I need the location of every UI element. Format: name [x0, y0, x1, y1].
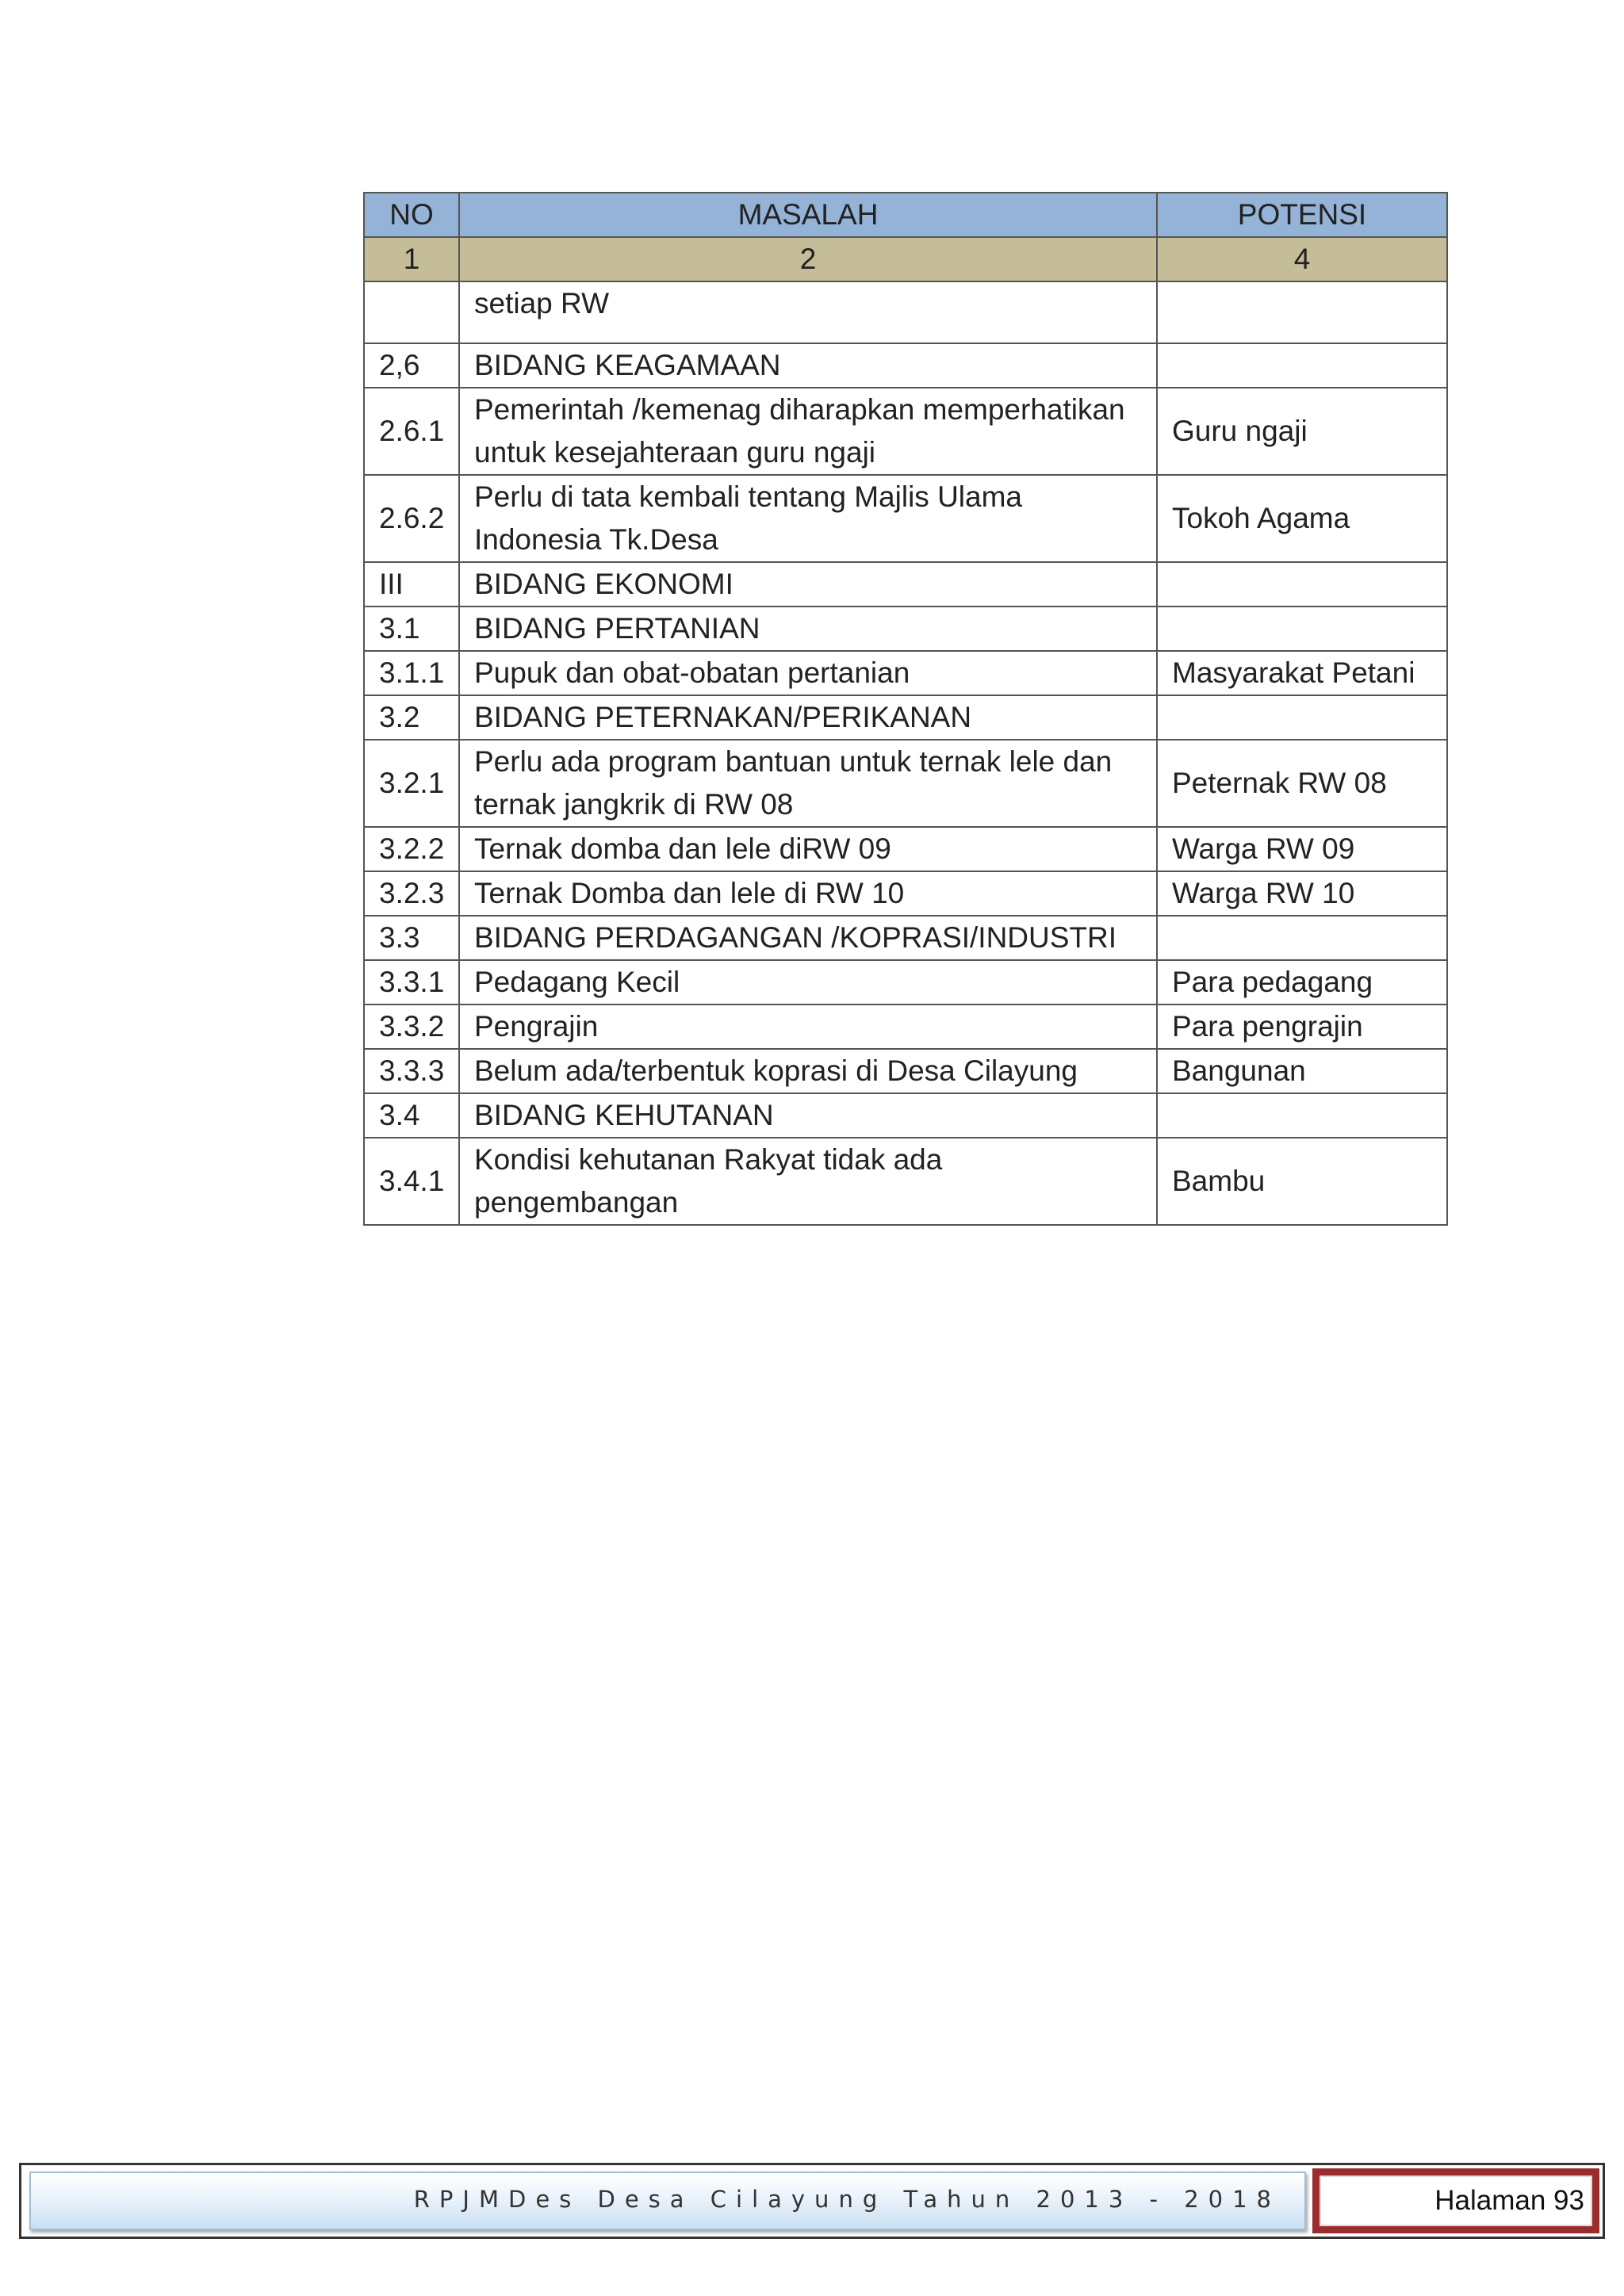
table-row [364, 651, 1447, 695]
table-row [364, 1049, 1447, 1093]
row-masalah: BIDANG EKONOMI [459, 562, 1157, 607]
row-no: 3.4 [364, 1093, 459, 1138]
row-potensi: Warga RW 10 [1157, 871, 1447, 916]
row-potensi: Bangunan [1157, 1049, 1447, 1093]
column-number-row [364, 237, 1447, 281]
row-masalah: Ternak domba dan lele diRW 09 [459, 827, 1157, 871]
row-potensi: Tokoh Agama [1157, 475, 1447, 562]
row-masalah: Kondisi kehutanan Rakyat tidak ada pengembangan [459, 1138, 1157, 1225]
row-potensi: Bambu [1157, 1138, 1447, 1225]
header-potensi: POTENSI [1157, 193, 1447, 237]
table-row [364, 1093, 1447, 1138]
row-potensi: Masyarakat Petani [1157, 651, 1447, 695]
row-no: 3.4.1 [364, 1138, 459, 1225]
header-masalah: MASALAH [459, 193, 1157, 237]
row-no: 3.2 [364, 695, 459, 740]
table-row [364, 562, 1447, 607]
row-no: 2.6.2 [364, 475, 459, 562]
row-no: 3.2.3 [364, 871, 459, 916]
table-row [364, 1004, 1447, 1049]
row-no: 3.3.2 [364, 1004, 459, 1049]
row-potensi [1157, 562, 1447, 607]
row-no: 3.3 [364, 916, 459, 960]
row-masalah: BIDANG PETERNAKAN/PERIKANAN [459, 695, 1157, 740]
row-masalah: Pemerintah /kemenag diharapkan memperhatikan untuk kesejahteraan guru ngaji [459, 388, 1157, 475]
table-row [364, 388, 1447, 475]
row-masalah: Ternak Domba dan lele di RW 10 [459, 871, 1157, 916]
row-masalah: BIDANG KEHUTANAN [459, 1093, 1157, 1138]
row-masalah: Pedagang Kecil [459, 960, 1157, 1004]
row-masalah: Belum ada/terbentuk koprasi di Desa Cilayung [459, 1049, 1157, 1093]
row-masalah: Pengrajin [459, 1004, 1157, 1049]
row-no: III [364, 562, 459, 607]
row-no: 3.3.1 [364, 960, 459, 1004]
table-row [364, 960, 1447, 1004]
row-masalah: BIDANG KEAGAMAAN [459, 343, 1157, 388]
table-row [364, 827, 1447, 871]
row-masalah: Perlu di tata kembali tentang Majlis Ulama Indonesia Tk.Desa [459, 475, 1157, 562]
row-masalah: Perlu ada program bantuan untuk ternak lele dan ternak jangkrik di RW 08 [459, 740, 1157, 827]
row-potensi: Para pedagang [1157, 960, 1447, 1004]
page-number-box [1312, 2168, 1599, 2233]
row-no: 3.3.3 [364, 1049, 459, 1093]
row-potensi [1157, 1093, 1447, 1138]
row-potensi: Peternak RW 08 [1157, 740, 1447, 827]
row-no: 3.1 [364, 607, 459, 651]
column-number-masalah: 2 [459, 237, 1157, 281]
header-no: NO [364, 193, 459, 237]
table-row [364, 695, 1447, 740]
page-footer [19, 2163, 1605, 2239]
footer-document-title: RPJMDes Desa Cilayung Tahun 2013 - 2018 [413, 2186, 1281, 2213]
row-no: 3.2.1 [364, 740, 459, 827]
row-potensi: Para pengrajin [1157, 1004, 1447, 1049]
table-row [364, 607, 1447, 651]
row-no [364, 281, 459, 343]
footer-banner [29, 2172, 1306, 2230]
row-masalah: Pupuk dan obat-obatan pertanian [459, 651, 1157, 695]
table-header-row [364, 193, 1447, 237]
problems-potential-table [363, 192, 1448, 1226]
row-potensi [1157, 281, 1447, 343]
row-no: 2.6.1 [364, 388, 459, 475]
row-potensi [1157, 695, 1447, 740]
row-potensi [1157, 916, 1447, 960]
row-no: 3.1.1 [364, 651, 459, 695]
row-masalah: BIDANG PERDAGANGAN /KOPRASI/INDUSTRI [459, 916, 1157, 960]
table-row [364, 343, 1447, 388]
table-row [364, 475, 1447, 562]
table-row [364, 871, 1447, 916]
row-potensi: Guru ngaji [1157, 388, 1447, 475]
row-masalah: BIDANG PERTANIAN [459, 607, 1157, 651]
page-number-label: Halaman 93 [1320, 2175, 1592, 2226]
column-number-potensi: 4 [1157, 237, 1447, 281]
row-potensi: Warga RW 09 [1157, 827, 1447, 871]
table-row [364, 1138, 1447, 1225]
row-masalah: setiap RW [459, 281, 1157, 343]
row-potensi [1157, 607, 1447, 651]
table-row [364, 281, 1447, 343]
row-potensi [1157, 343, 1447, 388]
row-no: 2,6 [364, 343, 459, 388]
row-no: 3.2.2 [364, 827, 459, 871]
table-row [364, 916, 1447, 960]
table-row [364, 740, 1447, 827]
column-number-no: 1 [364, 237, 459, 281]
